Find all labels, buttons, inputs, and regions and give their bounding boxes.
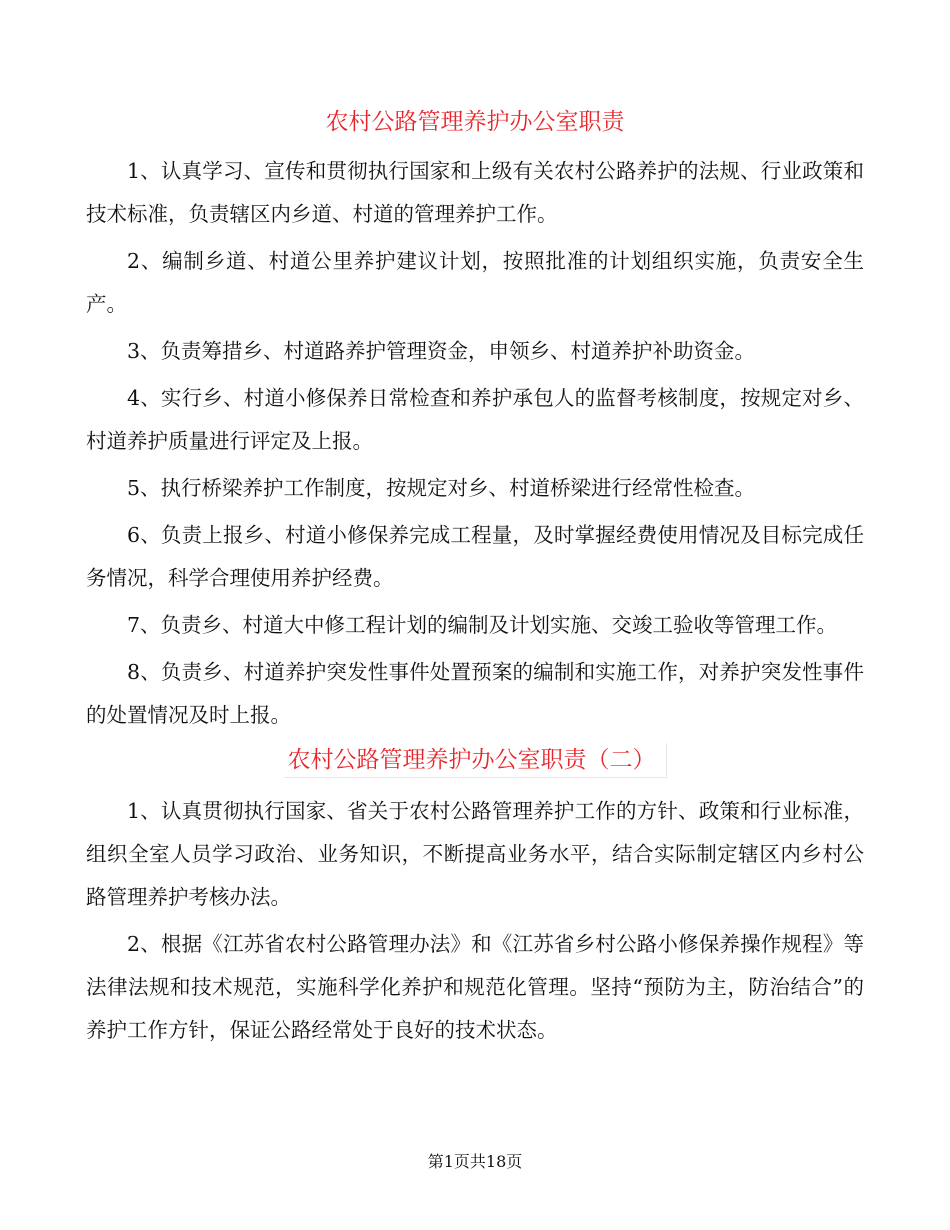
paragraph: 5、执行桥梁养护工作制度，按规定对乡、村道桥梁进行经常性检查。 [127, 476, 756, 500]
paragraph: 2、根据《江苏省农村公路管理办法》和《江苏省乡村公路小修保养操作规程》等法律法规和技术规范，实施科学化养护和规范化管理。坚持“预防为主，防治结合”的养护工作方针，保证公路经常处于良好的技术状态。 [86, 932, 864, 1042]
paragraph: 1、认真学习、宣传和贯彻执行国家和上级有关农村公路养护的法规、行业政策和技术标准，负责辖区内乡道、村道的管理养护工作。 [86, 159, 864, 226]
section-2-title: 农村公路管理养护办公室职责（二） [284, 743, 667, 778]
section-1-body [86, 150, 864, 741]
page-number-footer: 第1页共18页 [427, 1152, 523, 1171]
paragraph: 4、实行乡、村道小修保养日常检查和养护承包人的监督考核制度，按规定对乡、村道养护质量进行评定及上报。 [86, 386, 864, 453]
paragraph: 2、编制乡道、村道公里养护建议计划，按照批准的计划组织实施，负责安全生产。 [86, 249, 864, 316]
paragraph: 7、负责乡、村道大中修工程计划的编制及计划实施、交竣工验收等管理工作。 [127, 613, 838, 637]
paragraph: 6、负责上报乡、村道小修保养完成工程量，及时掌握经费使用情况及目标完成任务情况，科学合理使用养护经费。 [86, 523, 864, 590]
section-2-body [86, 790, 864, 1056]
paragraph: 1、认真贯彻执行国家、省关于农村公路管理养护工作的方针、政策和行业标准，组织全室人员学习政治、业务知识，不断提高业务水平，结合实际制定辖区内乡村公路管理养护考核办法。 [86, 799, 864, 909]
section-1-title: 农村公路管理养护办公室职责 [325, 109, 625, 135]
section-2-title-wrapper [0, 743, 950, 778]
paragraph: 3、负责筹措乡、村道路养护管理资金，申领乡、村道养护补助资金。 [127, 339, 756, 363]
paragraph: 8、负责乡、村道养护突发性事件处置预案的编制和实施工作，对养护突发性事件的处置情况及时上报。 [86, 660, 864, 727]
